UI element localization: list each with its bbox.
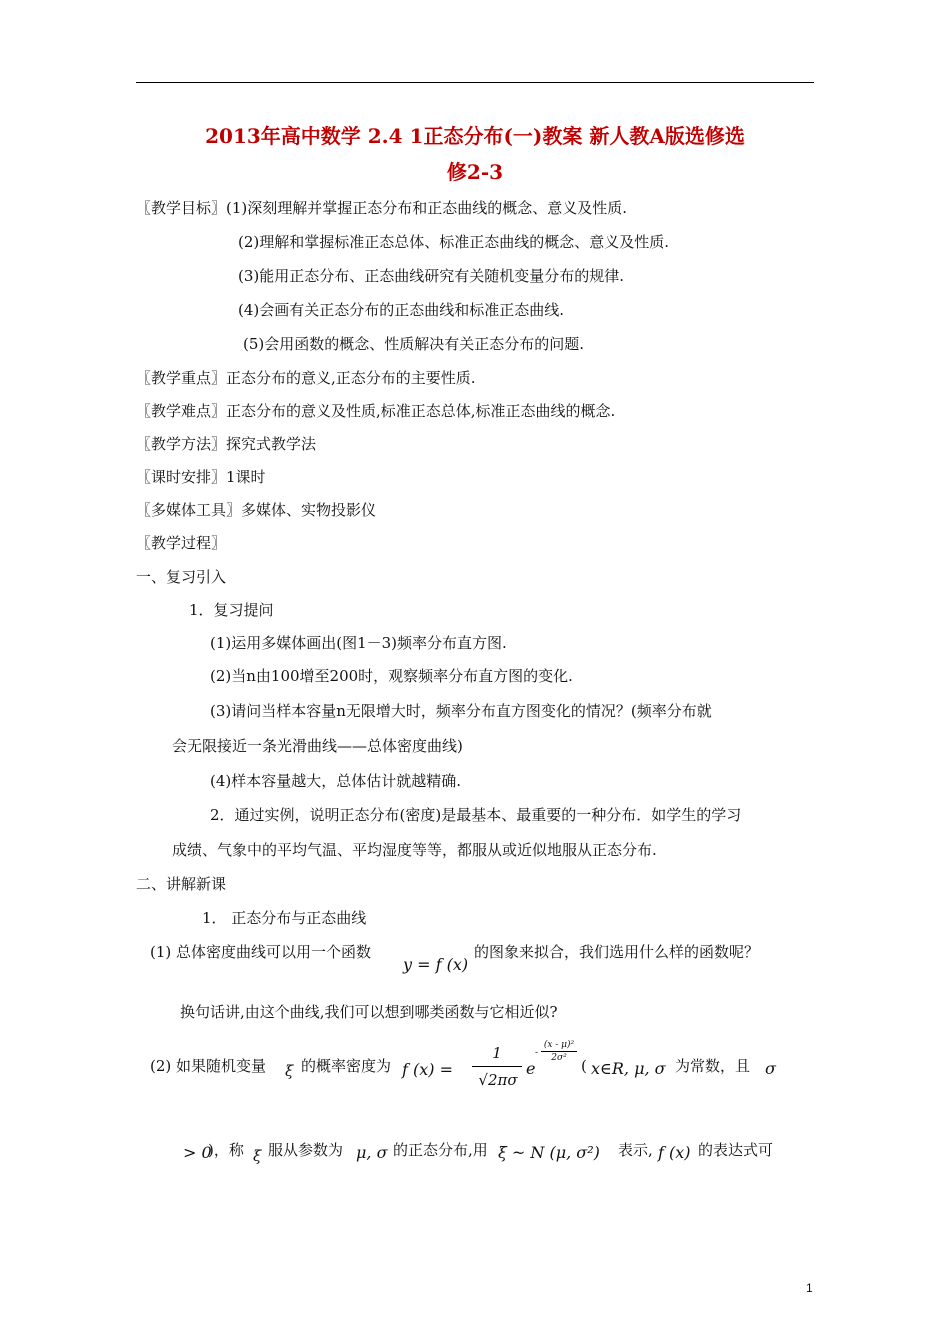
question2-text-d: 为常数，且 <box>675 1057 751 1075</box>
question2-text-g: 的正态分布,用 <box>393 1141 488 1159</box>
teaching-goal-4: (4)会画有关正态分布的正态曲线和标准正态曲线. <box>238 301 565 319</box>
section1-sub1: 1．复习提问 <box>189 601 274 619</box>
teaching-goal-3: (3)能用正态分布、正态曲线研究有关随机变量分布的规律. <box>238 267 625 285</box>
teaching-process: 〖教学过程〗 <box>136 534 227 552</box>
parameters-mu-sigma: μ, σ <box>356 1143 388 1162</box>
document-title-line2: 修2-3 <box>446 160 504 184</box>
symbol-xi-2: ξ <box>253 1147 262 1165</box>
section1-p2: (2)当n由100增至200时，观察频率分布直方图的变化. <box>210 667 573 685</box>
teaching-key-point: 〖教学重点〗正态分布的意义,正态分布的主要性质. <box>136 369 476 387</box>
teaching-goal-1: 〖教学目标〗(1)深刻理解并掌握正态分布和正态曲线的概念、意义及性质. <box>136 199 628 217</box>
condition-greater-than-zero: > 0 <box>183 1143 212 1162</box>
question2-text-h: 表示, <box>618 1141 653 1159</box>
question2-text-a: (2) 如果随机变量 <box>150 1057 267 1075</box>
class-schedule: 〖课时安排〗1课时 <box>136 468 266 486</box>
section1-p3a: (3)请问当样本容量n无限增大时，频率分布直方图变化的情况？(频率分布就 <box>210 702 712 720</box>
section1-sub2a: 2．通过实例，说明正态分布(密度)是最基本、最重要的一种分布．如学生的学习 <box>210 806 742 824</box>
symbol-sigma: σ <box>765 1059 776 1078</box>
formula-fx-equals: f (x) = <box>402 1060 454 1079</box>
teaching-difficulty: 〖教学难点〗正态分布的意义及性质,标准正态总体,标准正态曲线的概念. <box>136 402 616 420</box>
question1-text-c: 换句话讲,由这个曲线,我们可以想到哪类函数与它相近似? <box>180 1003 558 1021</box>
fraction-numerator: 1 <box>492 1044 502 1062</box>
document-title-line1: 2013年高中数学 2.4 1正态分布(一)教案 新人教A版选修选 <box>205 124 745 148</box>
section1-p3b: 会无限接近一条光滑曲线——总体密度曲线) <box>172 737 463 755</box>
question2-paren-open: ( <box>581 1057 587 1075</box>
symbol-xi: ξ <box>285 1062 294 1080</box>
question2-text-f: 服从参数为 <box>268 1141 344 1159</box>
exponent-bar <box>541 1051 577 1052</box>
question1-text-a: (1) 总体密度曲线可以用一个函数 <box>150 943 372 961</box>
exponent-denominator: 2σ² <box>551 1053 567 1063</box>
question2-text-e: )，称 <box>208 1141 244 1159</box>
section2-heading: 二、讲解新课 <box>136 875 227 893</box>
page-number: 1 <box>806 1281 813 1295</box>
section1-sub2b: 成绩、气象中的平均气温、平均湿度等等，都服从或近似地服从正态分布. <box>172 841 657 859</box>
formula-y-equals-fx: y = f (x) <box>403 955 469 974</box>
normal-distribution-notation: ξ ~ N (μ, σ²) <box>498 1143 600 1162</box>
fraction-bar <box>472 1066 522 1067</box>
section2-sub1: 1． 正态分布与正态曲线 <box>202 909 367 927</box>
exponent-minus: - <box>535 1048 539 1058</box>
exponential-e: e <box>526 1059 536 1078</box>
question1-text-b: 的图象来拟合，我们选用什么样的函数呢？ <box>474 943 760 961</box>
section1-p1: (1)运用多媒体画出(图1－3)频率分布直方图. <box>210 634 507 652</box>
header-rule <box>136 82 814 83</box>
teaching-goal-5: (5)会用函数的概念、性质解决有关正态分布的问题. <box>243 335 585 353</box>
multimedia-tools: 〖多媒体工具〗多媒体、实物投影仪 <box>136 501 377 519</box>
question2-text-b: 的概率密度为 <box>301 1057 392 1075</box>
section1-p4: (4)样本容量越大，总体估计就越精确. <box>210 772 462 790</box>
teaching-goal-2: (2)理解和掌握标准正态总体、标准正态曲线的概念、意义及性质. <box>238 233 670 251</box>
section1-heading: 一、复习引入 <box>136 568 227 586</box>
question2-text-i: 的表达式可 <box>698 1141 774 1159</box>
domain-condition: x∈R, μ, σ <box>591 1059 666 1078</box>
formula-fx: f (x) <box>658 1143 691 1162</box>
fraction-denominator: √2πσ <box>478 1071 518 1089</box>
teaching-method: 〖教学方法〗探究式教学法 <box>136 435 317 453</box>
exponent-numerator: (x - μ)² <box>543 1040 575 1050</box>
